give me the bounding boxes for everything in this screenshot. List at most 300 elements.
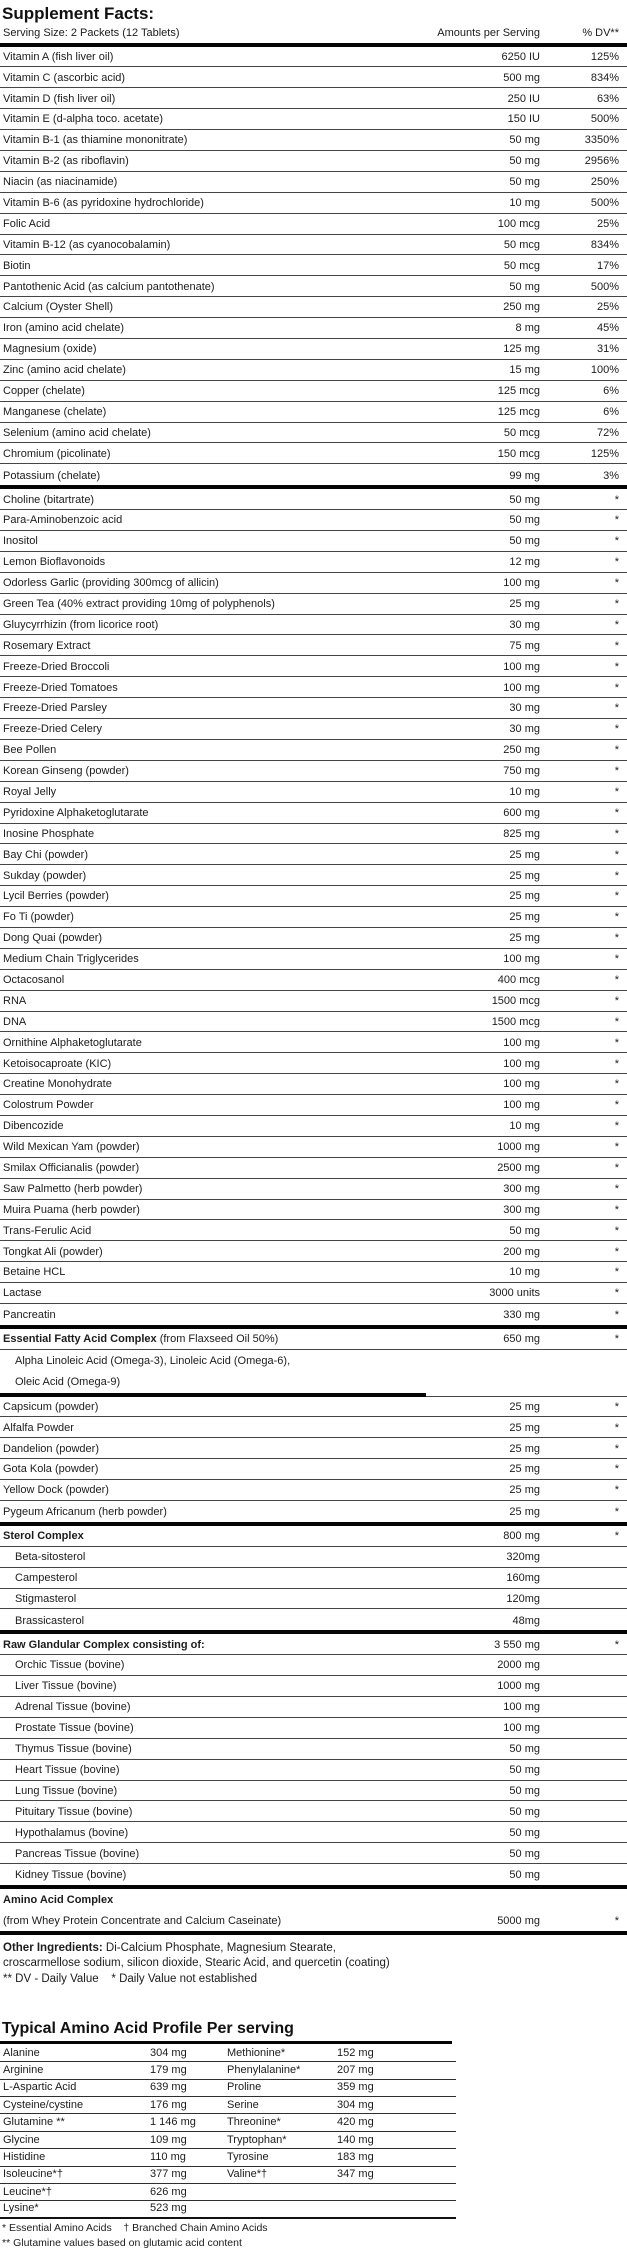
table-row (0, 1200, 627, 1221)
table-row (0, 782, 627, 803)
ingredient-amount: 50 mcg (503, 259, 540, 272)
ingredient-amount: 25 mg (509, 1463, 540, 1476)
amino-acid-profile (0, 2019, 627, 2249)
ingredient-dv: * (614, 514, 619, 527)
ingredient-dv: 125% (590, 50, 619, 63)
ingredient-dv: 6% (603, 385, 619, 398)
ingredient-name: Vitamin B-6 (as pyridoxine hydrochloride) (3, 197, 204, 210)
ingredient-name: Bee Pollen (3, 744, 57, 757)
ingredient-name: Wild Mexican Yam (powder) (3, 1141, 140, 1154)
table-row (0, 1397, 627, 1418)
ingredient-amount: 50 mg (509, 1826, 540, 1839)
ingredient-amount: 50 mcg (503, 238, 540, 251)
ingredient-amount: 400 mcg (497, 973, 540, 986)
ingredient-name: Green Tea (40% extract providing 10mg of polyphenols) (3, 597, 275, 610)
table-row (0, 402, 627, 423)
ingredient-dv: * (614, 597, 619, 610)
amino-amount: 304 mg (150, 2046, 187, 2059)
ingredient-amount: 160mg (506, 1571, 540, 1584)
ingredient-dv: * (614, 1638, 619, 1651)
table-row (0, 464, 627, 485)
ingredient-dv: * (614, 1120, 619, 1133)
ingredient-name: Gluycyrrhizin (from licorice root) (3, 618, 159, 631)
table-row (0, 991, 627, 1012)
ingredient-name: Vitamin C (ascorbic acid) (3, 71, 126, 84)
table-row (0, 47, 627, 68)
ingredient-name: Amino Acid Complex (3, 1894, 114, 1907)
ingredient-amount: 120mg (506, 1592, 540, 1605)
amino-amount: 523 mg (150, 2202, 187, 2215)
table-row (0, 130, 627, 151)
other-ingredients-line1: Di-Calcium Phosphate, Magnesium Stearate, (105, 1941, 336, 1954)
amino-amount: 304 mg (337, 2098, 374, 2111)
ingredient-name: Sukday (powder) (3, 869, 87, 882)
ingredient-amount: 1000 mg (497, 1141, 540, 1154)
ingredient-amount: 825 mg (503, 827, 540, 840)
table-row (0, 1116, 627, 1137)
ingredient-name: Essential Fatty Acid Complex (from Flaxseed Oil 50%) (3, 1333, 279, 1346)
ingredient-name: Freeze-Dried Parsley (3, 702, 107, 715)
ingredient-dv: 100% (590, 364, 619, 377)
ingredient-dv: * (614, 1442, 619, 1455)
ingredient-dv: * (614, 1309, 619, 1322)
amino-table-row (0, 2167, 456, 2184)
amino-name: Cysteine/cystine (3, 2098, 84, 2111)
ingredient-amount: 10 mg (509, 1120, 540, 1133)
ingredient-dv: * (614, 848, 619, 861)
amino-table-row (0, 2045, 456, 2062)
amino-amount: 207 mg (337, 2063, 374, 2076)
ingredient-dv: * (614, 1078, 619, 1091)
ingredient-name: Freeze-Dried Celery (3, 723, 103, 736)
table-row (0, 824, 627, 845)
ingredient-amount: 75 mg (509, 639, 540, 652)
ingredient-dv: 25% (596, 301, 619, 314)
ingredient-amount: 50 mg (509, 134, 540, 147)
ingredient-amount: 125 mcg (497, 405, 540, 418)
ingredient-amount: 50 mg (509, 155, 540, 168)
ingredient-amount: 30 mg (509, 618, 540, 631)
amino-amount: 626 mg (150, 2185, 187, 2198)
ingredient-dv: * (614, 1530, 619, 1543)
ingredient-amount: 50 mg (509, 514, 540, 527)
table-row (0, 276, 627, 297)
amino-name: Arginine (3, 2063, 44, 2076)
amino-amount: 377 mg (150, 2168, 187, 2181)
ingredient-dv: * (614, 618, 619, 631)
ingredient-amount: 50 mg (509, 1784, 540, 1797)
ingredient-dv: 2956% (584, 155, 619, 168)
ingredient-amount: 10 mg (509, 197, 540, 210)
table-row (0, 1283, 627, 1304)
ingredient-amount: 3000 units (489, 1287, 540, 1300)
ingredient-amount: 25 mg (509, 1421, 540, 1434)
table-row (0, 381, 627, 402)
ingredient-dv: * (614, 1099, 619, 1112)
ingredient-name: Vitamin B-1 (as thiamine mononitrate) (3, 134, 188, 147)
ingredient-name: Para-Aminobenzoic acid (3, 514, 123, 527)
table-row (0, 1371, 627, 1392)
ingredient-name: Dong Quai (powder) (3, 932, 103, 945)
ingredient-dv: * (614, 1333, 619, 1346)
table-row (0, 172, 627, 193)
ingredient-dv: 45% (596, 322, 619, 335)
ingredient-dv: * (614, 1484, 619, 1497)
ingredient-name: Kidney Tissue (bovine) (15, 1869, 127, 1882)
ingredient-dv: 500% (590, 113, 619, 126)
other-ingredients-line2: croscarmellose sodium, silicon dioxide, Stearic Acid, and quercetin (coating) (3, 1956, 390, 1969)
ingredient-dv: * (614, 577, 619, 590)
ingredient-dv: * (614, 869, 619, 882)
ingredient-dv: * (614, 639, 619, 652)
ingredient-dv: 250% (590, 176, 619, 189)
table-row (0, 1568, 627, 1589)
ingredient-amount: 99 mg (509, 469, 540, 482)
ingredient-amount: 100 mg (503, 953, 540, 966)
ingredient-dv: * (614, 806, 619, 819)
ingredient-name: Korean Ginseng (powder) (3, 765, 129, 778)
daily-value-note: ** DV - Daily Value * Daily Value not established (3, 1972, 257, 1985)
ingredient-name: Pancreatin (3, 1309, 56, 1322)
ingredient-amount: 125 mcg (497, 385, 540, 398)
ingredient-name: Bay Chi (powder) (3, 848, 88, 861)
table-row (0, 1438, 627, 1459)
ingredient-amount: 600 mg (503, 806, 540, 819)
ingredient-name: Lycil Berries (powder) (3, 890, 109, 903)
table-row (0, 1589, 627, 1610)
table-row (0, 1634, 627, 1655)
ingredient-amount: 25 mg (509, 911, 540, 924)
ingredient-name: Inositol (3, 535, 38, 548)
ingredient-amount: 25 mg (509, 848, 540, 861)
ingredient-name: RNA (3, 994, 27, 1007)
table-row (0, 1676, 627, 1697)
table-row (0, 297, 627, 318)
ingredient-name: Gota Kola (powder) (3, 1463, 99, 1476)
ingredient-amount: 50 mg (509, 280, 540, 293)
ingredient-amount: 1500 mcg (491, 994, 540, 1007)
table-row (0, 1547, 627, 1568)
table-row (0, 1609, 627, 1630)
ingredient-name: (from Whey Protein Concentrate and Calcium Caseinate) (3, 1915, 282, 1928)
ingredient-amount: 25 mg (509, 1506, 540, 1519)
ingredient-amount: 10 mg (509, 785, 540, 798)
ingredient-amount: 6250 IU (501, 50, 540, 63)
table-row (0, 255, 627, 276)
ingredient-dv: 31% (596, 343, 619, 356)
ingredient-amount: 100 mg (503, 577, 540, 590)
amino-table-row (0, 2080, 456, 2097)
ingredient-amount: 2500 mg (497, 1162, 540, 1174)
ingredient-amount: 25 mg (509, 1400, 540, 1413)
ingredient-dv: * (614, 1463, 619, 1476)
amino-amount: 420 mg (337, 2116, 374, 2129)
ingredient-amount: 25 mg (509, 890, 540, 903)
amino-table-row (0, 2132, 456, 2149)
table-row (0, 339, 627, 360)
amino-name: Serine (227, 2098, 259, 2111)
ingredient-name: Oleic Acid (Omega-9) (15, 1375, 121, 1388)
ingredient-dv: 125% (590, 447, 619, 460)
ingredient-amount: 100 mg (503, 660, 540, 673)
ingredient-name: Freeze-Dried Tomatoes (3, 681, 118, 694)
table-row (0, 1032, 627, 1053)
table-row (0, 656, 627, 677)
page-title: Supplement Facts: (2, 4, 155, 23)
amino-amount: 140 mg (337, 2133, 374, 2146)
table-row (0, 109, 627, 130)
ingredient-amount: 50 mg (509, 1763, 540, 1776)
ingredient-amount: 200 mg (503, 1245, 540, 1258)
table-row (0, 970, 627, 991)
ingredient-name: Lactase (3, 1287, 42, 1300)
table-row (0, 677, 627, 698)
ingredient-name: Calcium (Oyster Shell) (3, 301, 114, 314)
ingredient-name: Magnesium (oxide) (3, 343, 97, 356)
table-row (0, 1910, 627, 1931)
amino-name: Alanine (3, 2046, 40, 2059)
ingredient-amount: 30 mg (509, 702, 540, 715)
table-row (0, 1480, 627, 1501)
ingredient-dv: 500% (590, 197, 619, 210)
ingredient-name: Zinc (amino acid chelate) (3, 364, 126, 377)
amino-name: Leucine*† (3, 2185, 52, 2198)
table-row (0, 423, 627, 444)
ingredient-dv: * (614, 1506, 619, 1519)
table-row (0, 88, 627, 109)
table-row (0, 594, 627, 615)
table-row (0, 1501, 627, 1522)
ingredient-name: Selenium (amino acid chelate) (3, 426, 151, 439)
section-amino-acid-complex (0, 1889, 627, 1935)
table-row (0, 1760, 627, 1781)
table-row (0, 949, 627, 970)
ingredient-dv: * (614, 890, 619, 903)
ingredient-name: Chromium (picolinate) (3, 447, 111, 460)
dv-column-header: % DV** (582, 26, 619, 39)
table-row (0, 1526, 627, 1547)
ingredient-amount: 50 mg (509, 1224, 540, 1237)
ingredient-name: Medium Chain Triglycerides (3, 953, 139, 966)
table-row (0, 886, 627, 907)
ingredient-name: Vitamin A (fish liver oil) (3, 50, 114, 63)
table-row (0, 1718, 627, 1739)
ingredient-name: Raw Glandular Complex consisting of: (3, 1638, 205, 1651)
amino-name: Isoleucine*† (3, 2168, 63, 2181)
ingredient-name: Thymus Tissue (bovine) (15, 1743, 132, 1756)
table-row (0, 1329, 627, 1350)
ingredient-name: Stigmasterol (15, 1592, 77, 1605)
table-header (0, 26, 627, 47)
amino-table-row (0, 2114, 456, 2131)
amino-name: Methionine* (227, 2046, 286, 2059)
ingredient-dv: * (614, 911, 619, 924)
ingredient-dv: * (614, 1203, 619, 1216)
ingredient-name: Manganese (chelate) (3, 405, 107, 418)
section-herbs-powders (0, 1397, 627, 1526)
ingredient-amount: 8 mg (515, 322, 540, 335)
amino-name: Valine*† (227, 2168, 268, 2181)
table-row (0, 360, 627, 381)
ingredient-amount: 1500 mcg (491, 1015, 540, 1028)
table-row (0, 740, 627, 761)
ingredient-name: Vitamin E (d-alpha toco. acetate) (3, 113, 163, 126)
table-row (0, 151, 627, 172)
ingredient-amount: 30 mg (509, 723, 540, 736)
amino-table-row (0, 2149, 456, 2166)
ingredient-amount: 500 mg (503, 71, 540, 84)
table-row (0, 510, 627, 531)
ingredient-dv: * (614, 535, 619, 548)
other-ingredients-label: Other Ingredients: (3, 1941, 103, 1954)
ingredient-name: Colostrum Powder (3, 1099, 94, 1112)
ingredient-name: Heart Tissue (bovine) (15, 1763, 120, 1776)
ingredient-amount: 650 mg (503, 1333, 540, 1346)
ingredient-amount: 25 mg (509, 869, 540, 882)
section-sterol-complex (0, 1526, 627, 1634)
ingredient-dv: * (614, 702, 619, 715)
other-ingredients-text (3, 1941, 619, 1971)
ingredient-amount: 5000 mg (497, 1915, 540, 1928)
table-row (0, 761, 627, 782)
table-row (0, 1137, 627, 1158)
table-row (0, 1350, 627, 1371)
ingredient-amount: 100 mg (503, 1099, 540, 1112)
amino-table-row (0, 2201, 456, 2218)
ingredient-name: Choline (bitartrate) (3, 493, 95, 506)
table-row (0, 1739, 627, 1760)
ingredient-dv: * (614, 994, 619, 1007)
ingredient-name: Orchic Tissue (bovine) (15, 1659, 125, 1672)
ingredient-amount: 50 mg (509, 176, 540, 189)
ingredient-name: Dandelion (powder) (3, 1442, 99, 1455)
table-row (0, 531, 627, 552)
table-row (0, 1417, 627, 1438)
ingredient-name: Alpha Linoleic Acid (Omega-3), Linoleic Acid (Omega-6), (15, 1355, 291, 1368)
amino-table-row (0, 2062, 456, 2079)
amino-amount: 359 mg (337, 2081, 374, 2094)
amino-table-row (0, 2097, 456, 2114)
table-row (0, 318, 627, 339)
amino-name: Histidine (3, 2150, 46, 2163)
table-row (0, 1822, 627, 1843)
ingredient-dv: * (614, 1162, 619, 1174)
ingredient-amount: 100 mg (503, 1078, 540, 1091)
ingredient-amount: 15 mg (509, 364, 540, 377)
ingredient-name: Yellow Dock (powder) (3, 1484, 109, 1497)
ingredient-dv: * (614, 556, 619, 569)
table-row (0, 615, 627, 636)
amino-title-divider (0, 2041, 452, 2044)
ingredient-name: Pituitary Tissue (bovine) (15, 1805, 133, 1818)
ingredient-name: Vitamin B-2 (as riboflavin) (3, 155, 129, 168)
table-row (0, 1220, 627, 1241)
ingredient-name: Pygeum Africanum (herb powder) (3, 1506, 167, 1519)
ingredient-name: Ketoisocaproate (KIC) (3, 1057, 112, 1070)
ingredient-amount: 48mg (512, 1614, 540, 1627)
ingredient-name: Dibencozide (3, 1120, 64, 1133)
ingredient-amount: 50 mg (509, 1743, 540, 1756)
ingredient-name: Pyridoxine Alphaketoglutarate (3, 806, 149, 819)
ingredient-name: Muira Puama (herb powder) (3, 1203, 140, 1216)
table-row (0, 907, 627, 928)
ingredient-dv: * (614, 681, 619, 694)
ingredient-amount: 100 mg (503, 1722, 540, 1735)
ingredient-amount: 100 mg (503, 1701, 540, 1714)
amino-amount: 639 mg (150, 2081, 187, 2094)
amino-amount: 110 mg (150, 2150, 186, 2163)
table-row (0, 1074, 627, 1095)
table-row (0, 1655, 627, 1676)
ingredient-amount: 800 mg (503, 1530, 540, 1543)
ingredient-dv: * (614, 932, 619, 945)
table-row (0, 235, 627, 256)
ingredient-name: Inosine Phosphate (3, 827, 95, 840)
amino-name: Tryptophan* (227, 2133, 287, 2146)
ingredient-amount: 50 mg (509, 1805, 540, 1818)
serving-size-label: Serving Size: 2 Packets (12 Tablets) (3, 26, 180, 39)
amino-profile-table (0, 2045, 627, 2219)
ingredient-amount: 250 IU (507, 92, 540, 105)
ingredient-dv: 25% (596, 217, 619, 230)
ingredient-name: Pantothenic Acid (as calcium pantothenate) (3, 280, 215, 293)
ingredient-name: Betaine HCL (3, 1266, 66, 1279)
ingredient-amount: 50 mg (509, 535, 540, 548)
table-row (0, 552, 627, 573)
ingredient-name: Iron (amino acid chelate) (3, 322, 125, 335)
ingredient-amount: 100 mg (503, 1057, 540, 1070)
ingredient-amount: 1000 mg (497, 1680, 540, 1693)
other-ingredients (3, 1941, 619, 1987)
ingredient-name: Copper (chelate) (3, 385, 85, 398)
ingredient-amount: 300 mg (503, 1203, 540, 1216)
ingredient-dv: * (614, 765, 619, 778)
ingredient-name: Fo Ti (powder) (3, 911, 74, 924)
table-row (0, 1158, 627, 1179)
table-row (0, 1304, 627, 1325)
table-row (0, 635, 627, 656)
ingredient-name: Lemon Bioflavonoids (3, 556, 106, 569)
section-raw-glandular-complex (0, 1634, 627, 1889)
table-row (0, 1053, 627, 1074)
table-row (0, 573, 627, 594)
ingredient-amount: 25 mg (509, 597, 540, 610)
ingredient-amount: 100 mg (503, 1036, 540, 1049)
ingredient-dv: 3350% (584, 134, 619, 147)
ingredient-dv: 834% (590, 71, 619, 84)
ingredient-name: DNA (3, 1015, 27, 1028)
ingredient-dv: * (614, 493, 619, 506)
ingredient-dv: * (614, 1224, 619, 1237)
amounts-column-header: Amounts per Serving (437, 26, 540, 39)
table-row (0, 928, 627, 949)
ingredient-dv: * (614, 1015, 619, 1028)
ingredient-name: Adrenal Tissue (bovine) (15, 1701, 131, 1714)
ingredient-amount: 250 mg (503, 744, 540, 757)
amino-name: Tyrosine (227, 2150, 269, 2163)
ingredient-amount: 50 mg (509, 493, 540, 506)
table-row (0, 1179, 627, 1200)
table-row (0, 1012, 627, 1033)
ingredient-dv: * (614, 1287, 619, 1300)
table-row (0, 719, 627, 740)
ingredient-amount: 150 mcg (497, 447, 540, 460)
ingredient-dv: 500% (590, 280, 619, 293)
section-vitamins-minerals (0, 47, 627, 490)
ingredient-dv: * (614, 953, 619, 966)
ingredient-name: Creatine Monohydrate (3, 1078, 112, 1091)
ingredient-amount: 50 mg (509, 1847, 540, 1860)
